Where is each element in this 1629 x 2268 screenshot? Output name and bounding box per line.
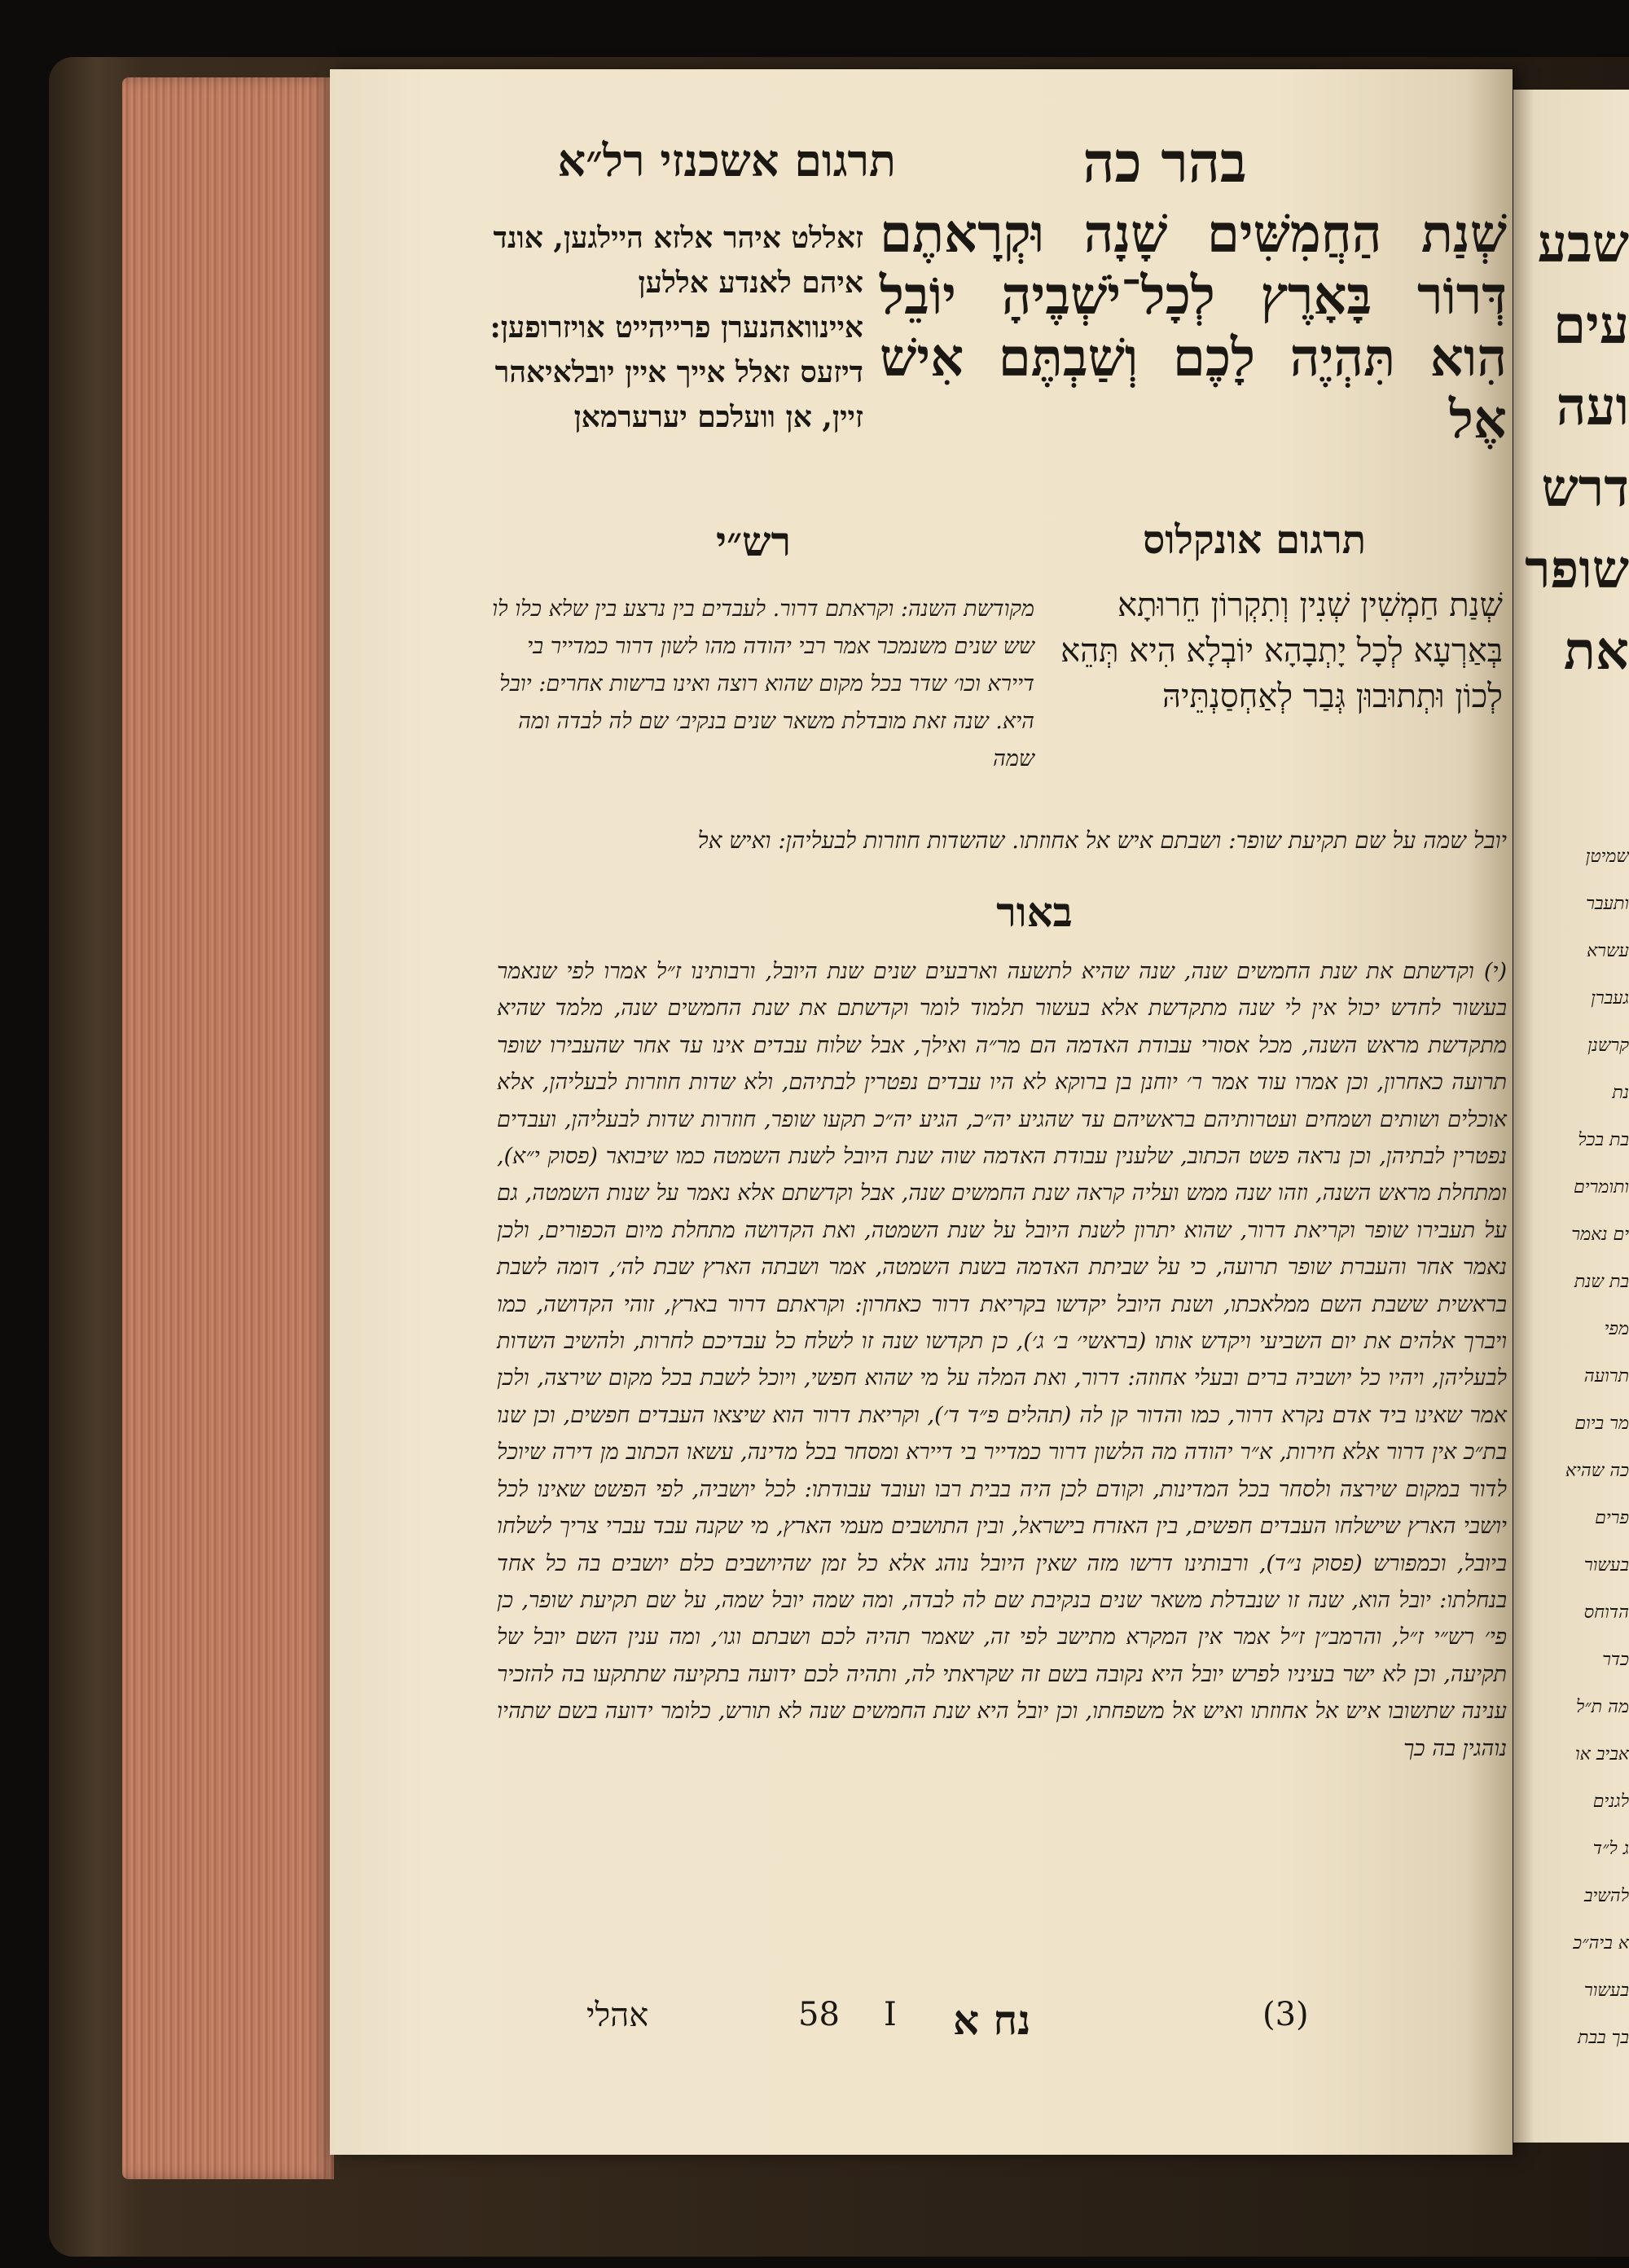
running-header-right: בהר כה	[1082, 130, 1247, 196]
facing-page-small-line: שמיטן	[1585, 846, 1629, 867]
facing-page-small-line: מה ת״ל	[1576, 1697, 1629, 1717]
onkelos-heading: תרגום אונקלוס	[1142, 517, 1367, 563]
facing-page-small-line: בעשור	[1583, 1555, 1629, 1576]
catchword: אהלי	[586, 1997, 649, 2034]
facing-page-line: עים	[1553, 295, 1629, 356]
facing-page-small-line: כה שהיא	[1565, 1461, 1629, 1481]
facing-page-small-line: עשרא	[1586, 941, 1629, 961]
page-footer	[586, 1996, 1434, 2045]
folio-number: 58	[798, 1996, 840, 2033]
rashi-text: מקודשת השנה: וקראתם דרור. לעבדים בין נרצע בין שלא כלו לו שש שנים משנמכר אמר רבי יהודה מהו לשון דרור כמדייר בי דיירא וכו׳ שדר בכל מקום שהוא רוצה ואינו ברשות אחרים: יובל היא. שנה זאת מובדלת משאר שנים בנקיב׳ שם לה לבדה ומה שמה	[492, 596, 1034, 771]
facing-page-small-line: בעשור	[1583, 1980, 1629, 2001]
facing-page-small-line: ג ל״ד	[1592, 1839, 1629, 1859]
facing-page-small-line: ותומרים	[1573, 1177, 1629, 1198]
onkelos-text: שְׁנַת חַמְשִׁין שְׁנִין וְתִקְרוֹן חֵרוּתָא בְּאַרְעָא לְכָל יָתְבָהָא יוֹבְלָא הִיא תְּהֵא לְכוֹן וּתְתוּבוּן גְּבַר לְאַחְסַנְתֵּיהּ	[1060, 587, 1503, 715]
running-header-left: תרגום אשכנזי רל״א	[557, 134, 896, 187]
biur-heading: באור	[996, 888, 1073, 936]
biur-text: (י) וקדשתם את שנת החמשים שנה, שנה שהיא לתשעה וארבעים שנים שנת היובל, ורבותינו ז״ל אמרו לפי שנאמר בעשור לחדש יכול אין לי שנה מתקדשת אלא בעשור תלמוד לומר וקדשתם את שנת החמשים שנה, מלמד שהיא מתקדשת מראש השנה, מכל אסורי עבודת האדמה הם מר״ה ואילך, אבל שלוח עבדים אינו עד אחר שהעבירו שופר תרועה כאחרון, וכן אמרו עוד אמר ר׳ יוחנן בן ברוקא לא היו עבדים נפטרין לבתיהם, ולא שדות חוזרות לבעליהן, אלא אוכלים ושותים ושמחים ועטרותיהם בראשיהם עד שהגיע יה״כ, הגיע יה״כ תקעו שופר, חוזרות שדות לבעליהן, ועבדים נפטרין לבתיהן, וכן נראה פשט הכתוב, שלענין עבודת האדמה שוה שנת היובל לשנת השמטה כמו שיבואר (פסוק י״א), ומתחלת מראש השנה, וזהו שנה ממש ועליה קראה שנת החמשים שנה, אבל וקדשתם אלא נאמר על שנות השמטה, גם על תעבירו שופר וקריאת דרור, שהוא יתרון לשנת היובל על שנת השמטה, ואת הקדושה מתחלת מיום הכפורים, ולכן נאמר אחר והעברת שופר תרועה, כי על שביתת האדמה בשנת השמטה, אמר ושבתה הארץ שבת לה׳, דומה לשבת בראשית ששבת השם ממלאכתו, ושנת היובל יקדשו בקריאת דרור כאחרון: וקראתם דרור בארץ, זוהי הקדושה, כמו ויברך אלהים את יום השביעי ויקדש אותו (בראשי׳ ב׳ ג׳), כן תקדשו שנה זו לשלח כל עבדיכם לחרות, ולהשיב השדות לבעליהן, ויהיו כל יושביה ברים ובעלי אחוזה: דרור, ואת המלה על מי שהוא חפשי, ויוכל לשבת בכל מקום שירצה, ולכן אמר שאינו ביד אדם נקרא דרור, כמו והדור קן לה (תהלים פ״ד ד׳), וקריאת דרור הוא שיצאו העבדים חפשים, וכן שנו בת״כ אין דרור אלא חירות, א״ר יהודה מה הלשון דרור כמדייר בי דיירא ומסחר בכל מדינה, עשאו הכתוב מן דירה שיוכל לדור במקום שירצה ולסחר בכל המדינות, וקודם לכן היה בבית רבו ועובד עבודתו: לכל יושביה, לפי הפשט שאינו לכל יושבי הארץ שישלחו העבדים חפשים, בין האזרח בישראל, ובין התושבים מעמי הארץ, מי שקנה עבד עברי צריך לשלחו ביובל, וכמפורש (פסוק נ״ד), ורבותינו דרשו מזה שאין היובל נוהג אלא כל זמן שהיושבים כלם יושבים בה כל אחד בנחלתו: יובל הוא, שנה זו שנבדלת משאר שנים בנקיבת שם לה לבדה, ומה שמה יובל שמה, על שם תקיעת שופר, כן פי׳ רש״י ז״ל, והרמב״ן ז״ל אמר אין המקרא מתישב לפי זה, שאמר תהיה לכם ושבתם וגו׳, ומה ענין השם יובל של תקיעה, וכן לא ישר בעיניו לפרש יובל היא נקובה בשם זה שקראתי לה, ותהיה לכם ידועה בתקיעה שתתקעו בה להזכיר ענינה שתשובו איש אל אחוזתו ואיש אל משפחתו, וכן יובל היא שנת החמשים שנה לא תורש, כלומר ידועה בשם שתהיו נוהגין בה כך	[497, 959, 1507, 1761]
facing-page-small-line: כדר	[1602, 1650, 1629, 1670]
rashi-heading: רש״י	[715, 517, 792, 565]
facing-page-small-line: געברן	[1591, 988, 1629, 1009]
facing-page-small-line: בך בבת	[1577, 2028, 1629, 2048]
facing-page-small-line: לגנים	[1592, 1791, 1629, 1812]
facing-page-small-line: תרועה	[1583, 1366, 1629, 1387]
volume-mark: I	[884, 1996, 897, 2033]
facing-page-line: שבע	[1537, 213, 1629, 275]
facing-page-small-line: מר ביום	[1574, 1413, 1629, 1434]
facing-page-sliver	[1513, 90, 1629, 2143]
rashi-continuation: יובל שמה על שם תקיעת שופר: ושבתם איש אל אחוזתו. שהשדות חוזרות לבעליהן: ואיש אל	[697, 827, 1507, 854]
facing-page-small-line: פרים	[1595, 1508, 1629, 1528]
facing-page-small-line: ותעבר	[1586, 894, 1629, 914]
facing-page-small-line: אביב או	[1575, 1744, 1629, 1765]
facing-page-small-line: קרשנן	[1587, 1035, 1629, 1056]
facing-page-line: את	[1563, 621, 1629, 682]
page-mark: (3)	[1262, 1996, 1309, 2033]
facing-page-small-line: הדוחס	[1583, 1602, 1629, 1623]
facing-page-line: דרש	[1541, 458, 1629, 519]
facing-page-small-line: ים נאמר	[1571, 1224, 1629, 1245]
facing-page-small-line: מפי	[1604, 1319, 1629, 1339]
facing-page-small-line: להשיב	[1583, 1886, 1629, 1906]
facing-page-line: ועה	[1556, 376, 1629, 437]
signature-mark: נח א	[953, 1996, 1031, 2044]
facing-page-small-line: נת	[1612, 1083, 1629, 1103]
facing-page-small-line: בת בכל	[1578, 1130, 1629, 1150]
facing-page-small-line: א ביה״כ	[1573, 1933, 1629, 1954]
facing-page-line: שופר	[1525, 539, 1629, 600]
torah-verse: שְׁנַת הַחֲמִשִּׁים שָׁנָה וּקְרָאתֶם דְּרוֹר בָּאָרֶץ לְכָל־יֹשְׁבֶיהָ יוֹבֵל הִוא תִּהְיֶה לָכֶם וְשַׁבְתֶּם אִישׁ אֶל	[880, 204, 1507, 451]
yiddish-translation: זאללט איהר אלזא היילגען, אונד איהם לאנדע אללען איינוואהנערן פרייהייט אויזרופען: דיזעס זאלל אייך איין יובלאיאהר זיין, אן וועלכם יערערמאן	[490, 221, 863, 434]
page-edges	[122, 77, 334, 2179]
facing-page-small-line: בת שנת	[1574, 1272, 1629, 1292]
